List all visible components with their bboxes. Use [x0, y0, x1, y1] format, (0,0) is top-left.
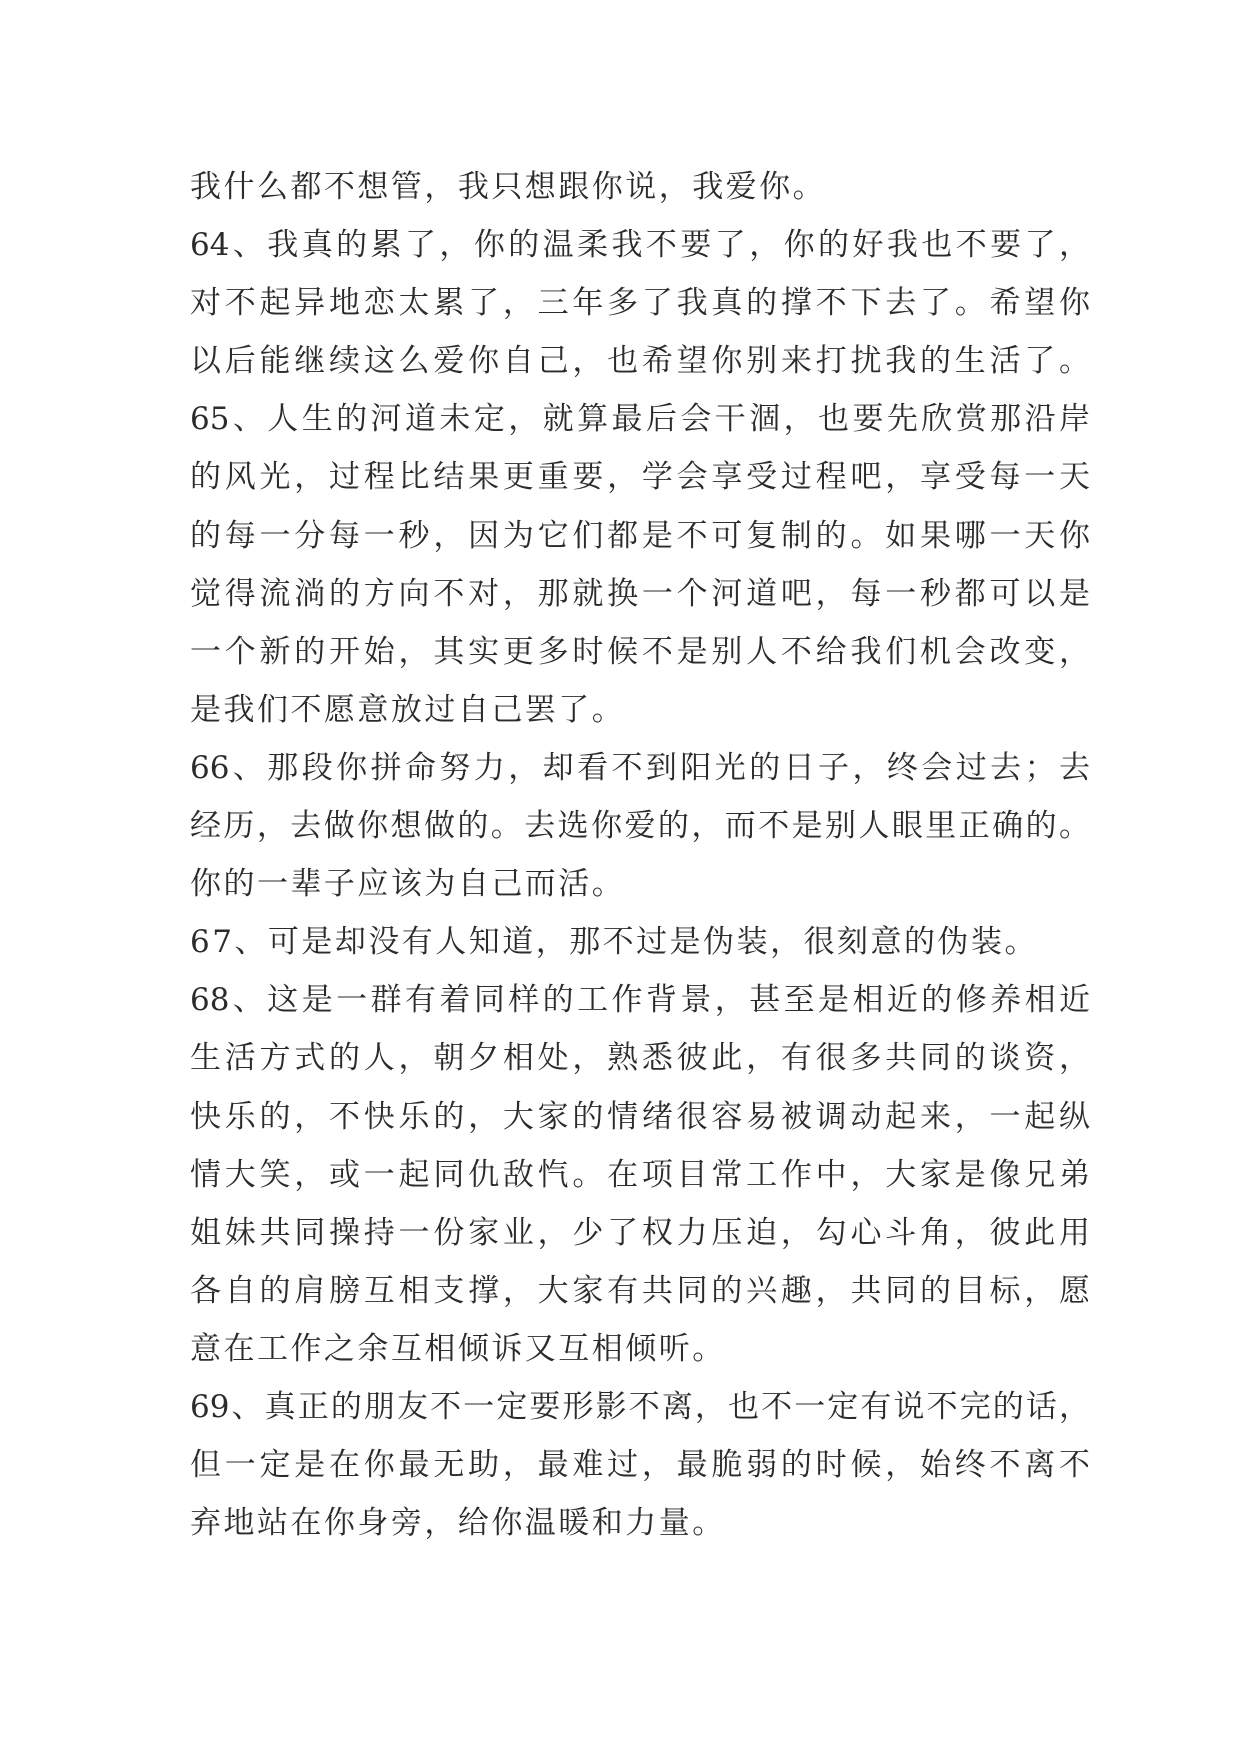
text-line: 67、可是却没有人知道，那不过是伪装，很刻意的伪装。 — [190, 924, 1038, 961]
text-line: 觉得流淌的方向不对，那就换一个河道吧，每一秒都可以是 — [190, 575, 1090, 612]
text-line: 情大笑，或一起同仇敌忾。在项目常工作中，大家是像兄弟 — [190, 1156, 1090, 1193]
text-line: 69、真正的朋友不一定要形影不离，也不一定有说不完的话， — [190, 1388, 1090, 1425]
text-line: 以后能继续这么爱你自己，也希望你别来打扰我的生活了。 — [190, 343, 1090, 380]
text-line: 但一定是在你最无助，最难过，最脆弱的时候，始终不离不 — [190, 1447, 1090, 1484]
text-line: 我什么都不想管，我只想跟你说，我爱你。 — [190, 169, 827, 205]
text-line: 快乐的，不快乐的，大家的情绪很容易被调动起来，一起纵 — [190, 1098, 1090, 1135]
text-line: 对不起异地恋太累了，三年多了我真的撑不下去了。希望你 — [190, 285, 1090, 322]
text-line: 66、那段你拼命努力，却看不到阳光的日子，终会过去；去 — [190, 749, 1090, 786]
text-line: 弃地站在你身旁，给你温暖和力量。 — [190, 1505, 726, 1542]
document-body — [190, 158, 1090, 1552]
text-line: 你的一辈子应该为自己而活。 — [190, 866, 626, 903]
text-line: 是我们不愿意放过自己罢了。 — [190, 691, 626, 728]
text-line: 的风光，过程比结果更重要，学会享受过程吧，享受每一天 — [190, 459, 1090, 496]
text-line: 65、人生的河道未定，就算最后会干涸，也要先欣赏那沿岸 — [190, 401, 1090, 438]
text-line: 意在工作之余互相倾诉又互相倾听。 — [190, 1330, 726, 1367]
text-line: 姐妹共同操持一份家业，少了权力压迫，勾心斗角，彼此用 — [190, 1214, 1090, 1251]
text-line: 各自的肩膀互相支撑，大家有共同的兴趣，共同的目标，愿 — [190, 1272, 1090, 1309]
text-line: 经历，去做你想做的。去选你爱的，而不是别人眼里正确的。 — [190, 808, 1090, 845]
text-line: 的每一分每一秒，因为它们都是不可复制的。如果哪一天你 — [190, 517, 1090, 554]
text-line: 一个新的开始，其实更多时候不是别人不给我们机会改变， — [190, 633, 1090, 670]
text-line: 64、我真的累了，你的温柔我不要了，你的好我也不要了， — [190, 227, 1090, 264]
text-line: 生活方式的人，朝夕相处，熟悉彼此，有很多共同的谈资， — [190, 1040, 1090, 1077]
text-line: 68、这是一群有着同样的工作背景，甚至是相近的修养相近 — [190, 982, 1090, 1019]
